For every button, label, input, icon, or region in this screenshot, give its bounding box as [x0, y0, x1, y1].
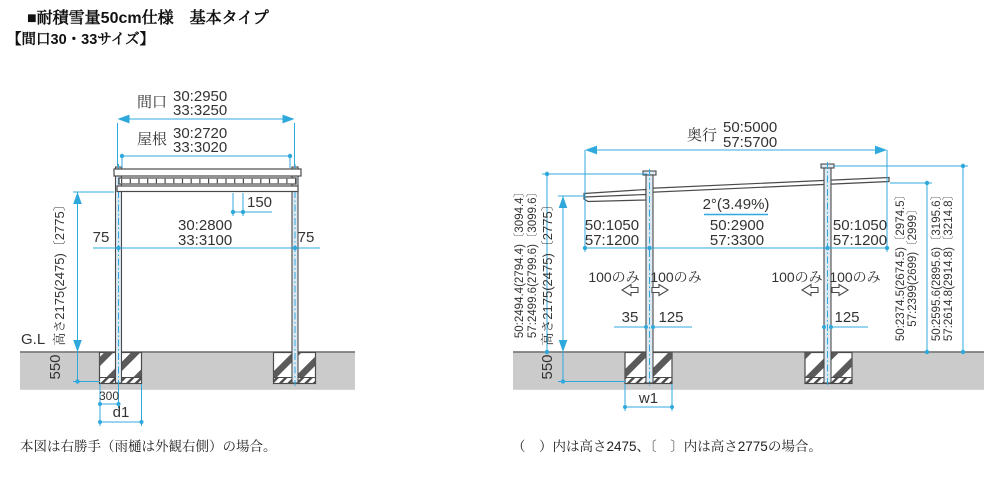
page-title: ■耐積雪量50cm仕様 基本タイプ — [27, 10, 269, 27]
footing-depth-side: 550 — [539, 354, 556, 380]
dim-front-eave-height — [890, 181, 932, 354]
dim-35: 35 — [621, 309, 639, 326]
arrow-left-icon — [802, 285, 818, 296]
arrowhead — [283, 115, 295, 124]
maguchi-value-30: 30:2950 — [173, 88, 228, 105]
span-center-57: 57:3300 — [709, 232, 765, 249]
arrowhead — [73, 192, 82, 204]
arrowhead — [585, 146, 597, 155]
yane-label: 屋根 — [136, 131, 167, 148]
span-right-57: 57:1200 — [832, 232, 888, 249]
arrow-left-icon — [622, 285, 638, 296]
dim-height-side — [540, 196, 585, 352]
roof-panel — [114, 169, 301, 176]
note-left: 本図は右勝手（雨樋は外観右側）の場合。 — [20, 439, 277, 454]
size-subtitle: 【間口30・33サイズ】 — [7, 32, 155, 48]
dim-d1-value: d1 — [112, 404, 130, 421]
rear-height-57: 57:2499.6(2799.6)〔3099.6〕 — [527, 185, 539, 339]
span-right-50: 50:1050 — [832, 217, 888, 234]
span-left-57: 57:1200 — [584, 232, 640, 249]
only100-label: 100のみ — [650, 269, 702, 285]
dim-75-right: 75 — [297, 229, 315, 246]
okuyuki-value-57: 57:5700 — [723, 134, 778, 151]
front-post-height-50: 50:2595.6(2895.6)〔3195.6〕 — [931, 188, 943, 342]
footing-depth-front: 550 — [47, 354, 64, 380]
span-center-50: 50:2900 — [709, 217, 765, 234]
front-post-height-57: 57:2614.8(2914.8)〔3214.8〕 — [943, 188, 955, 342]
rear-height-50: 50:2494.4(2794.4)〔3094.4〕 — [514, 185, 526, 339]
dim-125-right: 125 — [834, 309, 860, 326]
arrowhead — [559, 340, 568, 352]
height-label-side: 高さ2175(2475)〔2775〕 — [540, 198, 555, 346]
okuyuki-label: 奥行 — [686, 127, 717, 144]
yane-value-30: 30:2720 — [173, 125, 228, 142]
dim-150-value: 150 — [247, 194, 273, 211]
dim-75-left: 75 — [92, 229, 110, 246]
only100-label: 100のみ — [588, 269, 640, 285]
dim-base-front — [98, 384, 144, 426]
side-view-diagram — [513, 119, 984, 411]
dim-300-value: 300 — [98, 389, 120, 403]
roof-front — [114, 169, 301, 192]
arrowhead — [875, 146, 887, 155]
dim-spans — [583, 217, 889, 250]
slope-annotation — [703, 196, 770, 215]
gl-label: G.L — [21, 331, 46, 348]
roof-beam — [117, 186, 298, 192]
slope-value: 2°(3.49%) — [702, 196, 770, 213]
only100-label: 100のみ — [829, 269, 881, 285]
front-view-diagram — [20, 88, 355, 426]
ground-side — [513, 353, 984, 390]
dim-yane — [120, 125, 292, 168]
front-eave-height-50: 50:2374.5(2674.5)〔2974.5〕 — [895, 188, 907, 342]
yane-value-33: 33:3020 — [173, 139, 228, 156]
maguchi-value-33: 33:3250 — [173, 102, 228, 119]
roof-sloped-beam — [646, 178, 889, 193]
dim-150 — [231, 193, 272, 216]
span-left-50: 50:1050 — [584, 217, 640, 234]
inner-value-33: 33:3100 — [178, 232, 233, 249]
note-right: （ ）内は高さ2475、〔 〕内は高さ2775の場合。 — [512, 439, 822, 454]
inner-value-30: 30:2800 — [178, 217, 233, 234]
height-label-front: 高さ2175(2475)〔2775〕 — [52, 198, 67, 346]
maguchi-label: 間口 — [136, 94, 167, 111]
dim-inner-width — [93, 217, 320, 250]
front-eave-height-57: 57:2399(2699)〔2999〕 — [907, 203, 919, 327]
arrowhead — [559, 196, 568, 208]
arrowhead — [118, 115, 130, 124]
arrow-right-icon — [832, 285, 848, 296]
dim-125-left: 125 — [658, 309, 684, 326]
only100-label: 100のみ — [771, 269, 823, 285]
arrowhead — [73, 340, 82, 352]
dim-height-front — [52, 192, 114, 352]
okuyuki-value-50: 50:5000 — [723, 119, 778, 136]
dim-w1-value: w1 — [638, 390, 659, 407]
only100-annotations — [588, 269, 880, 296]
arrow-right-icon — [652, 285, 668, 296]
